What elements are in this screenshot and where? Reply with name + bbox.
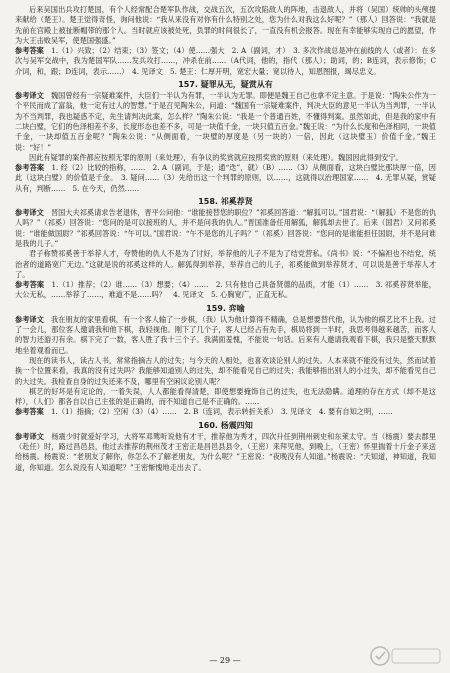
paragraph-label: 参考译文 bbox=[15, 208, 44, 218]
page-content bbox=[15, 5, 436, 651]
paragraph-label: 参考答案 bbox=[15, 163, 45, 173]
answer-paragraph bbox=[15, 208, 436, 249]
paragraph-text: 后来吴国出兵攻打楚国，有个人经常配合楚军队作战，交战五次，五次攻陷敌人的阵地，击退敌人，并将（吴国）统帅的头颅提来献给（楚王）。楚王觉得奇怪，询问他说：“我从来没有对你有什么特别之处，您为什么对我这么好呢？”（那人）回答说：“我就是先前在宫殿上被扯断帽带的那个人。当时就应该被处死，负罪的时间很长了，一直没有机会报答。现在有幸能够实现自己的愿望，作为大王击败吴军，使楚国强盛。” bbox=[15, 5, 436, 45]
paragraph-label: 参考答案 bbox=[15, 407, 44, 417]
paragraph-text: 魏国曾经有一宗疑难案件，大臣们一半认为有罪，一半认为无罪。即便是魏王自己也拿不定主意。于是说：“陶朱公作为一个平民而成了富翁，他一定有过人的智慧。”于是召见陶朱公，问道：“魏国有一宗疑难案件，判决大臣的意见一半认为当判罪，一半认为不当判罪，我也疑惑不定，先生请判决此案，怎么样？”陶朱公说：“我是一个普通百姓，不懂得判案。虽然如此，但是我的家中有二块白璧，它们的色泽相差不多，长度形态也差不多，可是一块值千金，一块只值五百金。”魏王说：“为什么长度和色泽相同，一块值千金，一块却值五百金呢？”陶朱公说：“从侧面看，一块璧的厚度是（另一块的）一倍，因此（这块璧玉）价值千金。”魏王说：“好！” bbox=[15, 91, 436, 152]
paragraph-text: 杨震少时就爱好学习，大将军邓骘听说他有才干，推荐他为秀才，四次升任到荆州刺史和东莱太守。当（杨震）要去郡里（赴任）时，路过昌邑县，他过去推荐的荆州茂才王密正是昌邑县县令，（王密）来拜见他，到晚上，（王密）怀里揣着十斤金子来送给杨震。杨震说：“老朋友了解你，你怎么不了解老朋友，为什么呢？”王密说：“夜晚没有人知道。”杨震说：“天知道，神知道，我知道，你知道。怎么说没有人知道呢？”王密惭愧地走出去了。 bbox=[15, 431, 436, 472]
watermark-logo-icon bbox=[370, 643, 444, 669]
page-number: — 29 — bbox=[209, 656, 241, 665]
section-title: 159. 弈喻 bbox=[206, 303, 245, 313]
section-title: 157. 疑罪从无，疑赏从有 bbox=[178, 80, 273, 90]
answer-paragraph bbox=[15, 432, 436, 473]
text-paragraph bbox=[15, 249, 436, 280]
paragraph-text: 君子称赞祁奚善于举荐人才，夸赞他的仇人不是为了讨好，举荐他的儿子不是为了结党营私。《尚书》说：“不偏袒也不结党，统治者的道路宽广无边。”这就是说的祁奚这样的人。解狐得到举荐，举荐自己的儿子，祁奚能做到举荐贤才，可以说是善于举荐人才了。 bbox=[15, 249, 436, 279]
text-paragraph bbox=[15, 387, 436, 408]
paragraph-text: 棋艺的好坏是有定论的，一着失误，人人都能看得清楚，即使想要掩饰自己的过失，也无法隐瞒。道理的存在方式（却不是这样），（人们）都各自以自己主张的是正确的，而不知道自己是不正确的。…… bbox=[15, 386, 436, 407]
paragraph-text: 现在的读书人，读古人书，常常指摘古人的过失；与今天的人相处，也喜欢谈论别人的过失。人本来就不能没有过失，然而试着换一个位置来看，我真的没有过失吗？我能够知道别人的过失，却不能看见自己的过失；我能够指出别人的小过失，却不能看见自己的大过失。我检查自身的过失还来不及，哪里有空闲议论别人呢？ bbox=[15, 355, 436, 386]
paragraph-text: 因此有疑罪的案件都应按照无罪的原则（来处理），有争议的奖赏就应按照奖赏的原则（来处理）。魏国因此得到安宁。 bbox=[29, 152, 403, 162]
section-title: 160. 杨震四知 bbox=[198, 420, 253, 430]
answer-paragraph bbox=[15, 407, 436, 417]
answer-paragraph bbox=[15, 280, 436, 301]
answer-paragraph bbox=[15, 46, 436, 77]
paragraph-text: 我在朋友的家里看棋，有一个客人输了一步棋，（我）认为他计算得不精确，总是想要替代他，认为他的棋艺比不上我。过了一会儿，那位客人邀请我和他下棋，我轻视他。刚下了几个子，客人已经占有先手，棋局将到一半时，我思考得越来越苦，而客人的智力还游刃有余。棋下完了一数，客人胜了我十三个子。我满面羞愧，不能说一句话。后来有人邀请我观看下棋，我只是整天默默地坐着观看而已。 bbox=[15, 314, 436, 355]
text-paragraph bbox=[15, 153, 436, 163]
answer-paragraph bbox=[15, 315, 436, 356]
paragraph-label: 参考译文 bbox=[15, 91, 44, 101]
paragraph-text: 1.（1）推荐；（2）谁……（3）想要；（4）…… 2. 只有他自己具备贤德的品质，才能（1）…… 3. 祁奚荐贤举能，大公无私，……举荐了……，难道不是……吗？ 4. 见译文 5. 心胸宽广，正直无私。 bbox=[15, 280, 436, 300]
paragraph-text: 1.（1）指摘；（2）空闲（3）（4）…… 2. B（连词，表示转折关系） 3. 见译文 4. 要有自知之明，…… bbox=[50, 407, 393, 417]
paragraph-label: 参考答案 bbox=[15, 280, 45, 290]
text-paragraph bbox=[15, 5, 436, 46]
paragraph-label: 参考答案 bbox=[15, 46, 44, 56]
answer-paragraph bbox=[15, 91, 436, 153]
paragraph-text: 晋国大夫祁奚请求告老退休，晋平公问他：“谁能接替您的职位？”祁奚回答道：“解狐可以。”国君说：“（解狐）不是您的仇人吗？”（祁奚）回答说：“您问的是可以接班的人，并不是问我的仇人。”晋国准备任用解狐，解狐却去世了。后来（国君）又问祁奚说：“谁能做国尉？”祁奚回答说：“午可以。”国君说：“午不是您的儿子吗？”（祁奚）回答说：“您问的是谁能担任国尉，并不是问谁是我的儿子。” bbox=[15, 208, 436, 248]
section-title: 158. 祁奚荐贤 bbox=[198, 197, 253, 207]
text-paragraph bbox=[15, 356, 436, 387]
paragraph-label: 参考译文 bbox=[15, 314, 44, 324]
paragraph-label: 参考译文 bbox=[15, 431, 45, 441]
paragraph-text: 1. 经（2）比较的指称，…… 2. A（副词，于是；通“迭”，就）（B）……（3）从侧面看，这块白璧比那块厚一倍，因此（这块白璧）的价值是千金。 3. 疑问……（3）先给出这一个判罪的原则，以……，这就得以治理国家…… 4. 无罪从疑，赏疑从有，判断…… 5. 在今天，仍然…… bbox=[15, 163, 436, 193]
paragraph-text: 1.（1）兴致；（2）结束；（3）签文；（4）使……强大 2. A（副词，才） 3. 多次作战总是冲在前线的人（或者）：在多次与吴军交战中，我为楚国军队……发兵攻打……，冲杀在前……（A代词，他的，指代（那人）；助词，的；B连词，表示修饰；C介词，和，跟；D连词，表示……） 4. 见译文 5. 楚王：仁厚开明，宽宏大量；宽以待人，知恩图报，竭尽忠义。 bbox=[15, 46, 436, 76]
answer-paragraph bbox=[15, 163, 436, 194]
